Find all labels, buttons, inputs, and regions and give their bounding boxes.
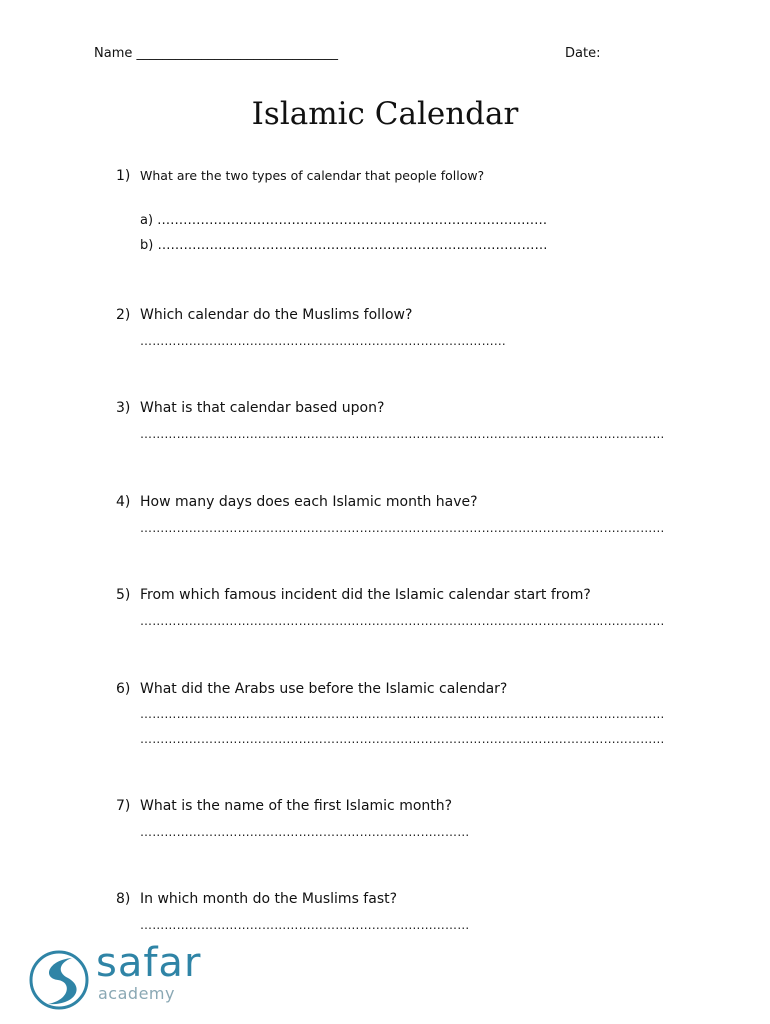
answer-line-4[interactable]: ………………………………………………………………………………………………………………… (140, 521, 665, 535)
question-3 (116, 400, 384, 416)
question-text: In which month do the Muslims fast? (140, 891, 398, 907)
date-field-label: Date: (565, 46, 601, 61)
question-text: How many days does each Islamic month have? (140, 494, 478, 510)
name-field-label: Name _______________________________ (94, 46, 338, 61)
question-text: What are the two types of calendar that people follow? (140, 168, 485, 183)
answer-line-3[interactable]: ………………………………………………………………………………………………………………… (140, 427, 665, 441)
question-4 (116, 494, 478, 510)
question-number: 8) (116, 891, 131, 907)
question-5 (116, 587, 591, 603)
question-number: 2) (116, 307, 131, 323)
answer-line-6b[interactable]: ………………………………………………………………………………………………………………… (140, 732, 665, 746)
question-1 (116, 168, 484, 184)
question-number: 7) (116, 798, 131, 814)
answer-line-2[interactable]: ……………………………………………………………………………… (140, 334, 506, 348)
answer-line-1a[interactable]: a) ……………………………………………………………………………… (140, 213, 548, 228)
question-number: 4) (116, 494, 131, 510)
question-number: 5) (116, 587, 131, 603)
answer-line-6a[interactable]: ………………………………………………………………………………………………………………… (140, 707, 665, 721)
answer-line-1b[interactable]: b) ……………………………………………………………………………… (140, 238, 548, 253)
logo-wordmark: safar (96, 940, 202, 986)
question-text: Which calendar do the Muslims follow? (140, 307, 413, 323)
answer-line-7[interactable]: ……………………………………………………………………… (140, 825, 470, 839)
answer-line-8[interactable]: ……………………………………………………………………… (140, 918, 470, 932)
question-number: 3) (116, 400, 131, 416)
question-text: What did the Arabs use before the Islamic calendar? (140, 681, 508, 697)
question-8 (116, 891, 397, 907)
question-number: 1) (116, 168, 131, 184)
question-number: 6) (116, 681, 131, 697)
question-text: From which famous incident did the Islamic calendar start from? (140, 587, 591, 603)
logo-subtitle: academy (98, 984, 175, 1003)
answer-line-5[interactable]: ………………………………………………………………………………………………………………… (140, 614, 665, 628)
question-text: What is the name of the first Islamic month? (140, 798, 453, 814)
question-2 (116, 307, 412, 323)
safar-academy-logo (28, 940, 228, 1012)
question-6 (116, 681, 507, 697)
question-7 (116, 798, 452, 814)
logo-swirl-icon (28, 948, 92, 1012)
page-title: Islamic Calendar (251, 96, 519, 132)
question-text: What is that calendar based upon? (140, 400, 385, 416)
